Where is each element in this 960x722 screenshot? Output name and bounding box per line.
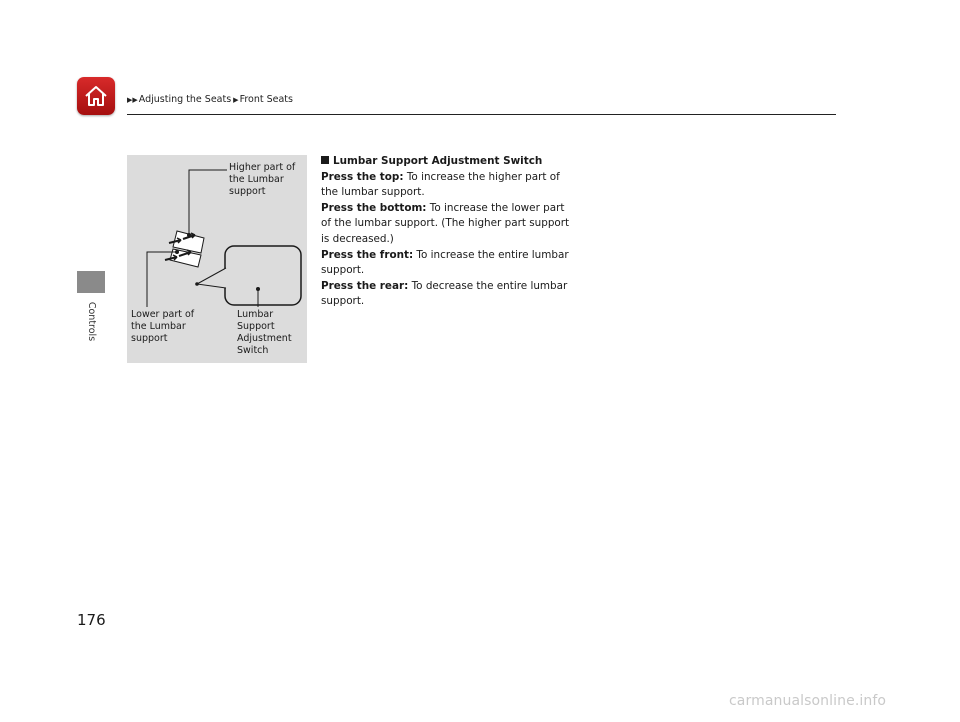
section-body	[321, 154, 571, 310]
callout-switch: Lumbar Support Adjustment Switch	[237, 309, 292, 356]
callout-lower-part: Lower part of the Lumbar support	[131, 309, 195, 344]
section-heading: Lumbar Support Adjustment Switch	[321, 154, 571, 170]
square-bullet-icon	[321, 156, 329, 164]
home-button[interactable]	[77, 77, 115, 115]
breadcrumb-item[interactable]: Front Seats	[239, 94, 293, 105]
watermark: carmanualsonline.info	[729, 693, 887, 709]
breadcrumb	[127, 94, 293, 105]
instruction-rear: Press the rear: To decrease the entire lumbar support.	[321, 279, 568, 308]
instruction-bottom: Press the bottom: To increase the lower part of the lumbar support. (The higher part support is decreased.)	[321, 201, 570, 245]
triangle-right-icon: ▶▶	[127, 95, 138, 104]
section-label: Controls	[86, 301, 98, 341]
page-number: 176	[77, 611, 106, 629]
home-icon	[84, 84, 108, 108]
header-divider	[127, 114, 836, 115]
instruction-front: Press the front: To increase the entire lumbar support.	[321, 248, 569, 277]
instruction-top: Press the top: To increase the higher part of the lumbar support.	[321, 170, 560, 199]
callout-higher-part: Higher part of the Lumbar support	[229, 162, 296, 197]
lumbar-switch-figure	[127, 155, 307, 363]
section-tab[interactable]	[77, 271, 105, 293]
breadcrumb-item[interactable]: Adjusting the Seats	[138, 94, 232, 105]
triangle-right-icon: ▶	[233, 95, 239, 104]
